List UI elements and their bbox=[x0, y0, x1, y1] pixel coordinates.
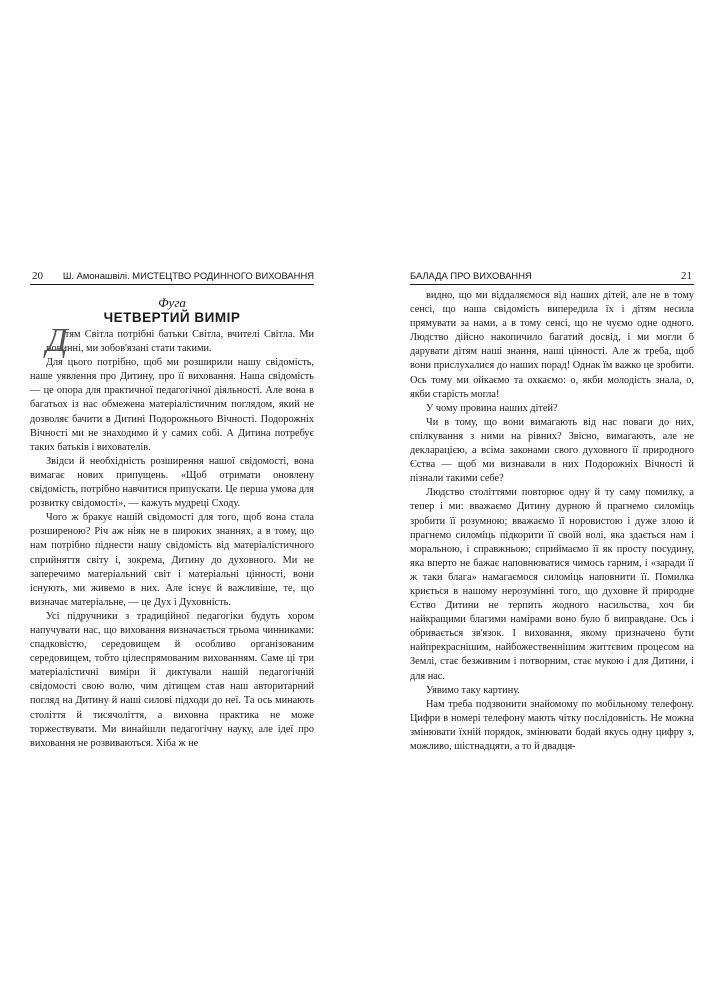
left-paragraph-1: Для цього потрібно, щоб ми розширили нашу свідомість, наше уявлення про Дитину, про її виховання. Наша свідомість — це опора для практичної педагогічної діяльності. Але вона в багатьох із нас обмежена матеріалістичним поглядом, який не дозволяє бачити в Дитині Подорожнього Вічності. Подорожніх Вічності ми не знаходимо й у самих собі. А Дитина потребує таких батьків і вихователів. bbox=[30, 357, 314, 453]
running-head-left bbox=[30, 268, 314, 285]
right-paragraph-6: Нам треба подзвонити знайомому по мобільному телефону. Цифри в номері телефону мають чітку послідовність. Не можна змінювати їхній порядок, змінювати бодай якусь одну цифру з, можливо, шістнадцяти, а то й двадця- bbox=[410, 698, 694, 752]
left-paragraph-4: Усі підручники з традиційної педагогіки будуть хором напучувати нас, що виховання визначається трьома чинниками: спадковістю, середовищем й особливо організованим середовищем, тобто цілеспрямованим вихованням. Саме ці три матеріалістичні виміри й диктували нашій педагогічній свідомості свою волю, чим дітищем став наш авторитарний погляд на Дитину й наші силові підходи до неї. Та ось минають століття й тисячоліття, а виховна практика не може торжествувати. Ми винайшли педагогічну науку, але ідеї про виховання не розвиваються. Хіба ж не bbox=[30, 610, 314, 749]
drop-cap: Д bbox=[46, 322, 68, 359]
right-page-body bbox=[410, 289, 694, 754]
page-number-right: 21 bbox=[681, 270, 692, 282]
left-page bbox=[30, 268, 314, 751]
right-paragraph-5: Уявимо таку картину. bbox=[426, 684, 520, 696]
left-page-body bbox=[30, 322, 314, 751]
left-paragraph-3: Чого ж бракує нашій свідомості для того, щоб вона стала розширеною? Річ аж ніяк не в широких знаннях, а в тому, що нам потрібно піднести нашу свідомість від матеріалістичного сприйняття світу і, зокрема, Дитину до духовного. Ми не заперечимо матеріальний світ і матеріальні цінності, вони існують, ми живемо в них. Але існує й важливіше, те, що визначає матеріальне, — це Дух і Духовність. bbox=[30, 512, 314, 608]
running-head-left-text: Ш. Амонашвілі. МИСТЕЦТВО РОДИННОГО ВИХОВАННЯ bbox=[62, 270, 314, 281]
right-page bbox=[410, 268, 694, 754]
right-paragraph-2: У чому провина наших дітей? bbox=[426, 402, 558, 414]
section-title: ЧЕТВЕРТИЙ ВИМІР bbox=[103, 310, 241, 325]
left-paragraph-2: Звідси й необхідність розширення нашої свідомості, вона вимагає нових припущень. «Щоб отримати оновлену свідомість, потрібно навчитися припускати. Це перша умова для розвитку свідомості», — кажуть мудреці Сходу. bbox=[30, 455, 314, 510]
section-kicker: Фуга bbox=[158, 295, 186, 310]
running-head-right-text: БАЛАДА ПРО ВИХОВАННЯ bbox=[410, 270, 532, 281]
running-head-right bbox=[410, 268, 694, 285]
right-paragraph-1: видно, що ми віддаляємося від наших дітей, але не в тому сенсі, що наша свідомість випередила їх і дітям несила прямувати за нами, а в тому сенсі, що не чуємо одне одного. Людство дійсно накопичило багатий досвід, і ми могли б дарувати дітям наші знання, наші цінності. Але ж треба, щоб вони прислухалися до наших порад! Однак їм важко це зробити. Ось тому ми ойкаємо та охкаємо: о, якби молодість знала, о, якби старість могла! bbox=[410, 290, 694, 400]
dropcap-paragraph-text: ітям Світла потрібні батьки Світла, вчителі Світла. Ми повинні, ми зобов'язані стати такими. bbox=[46, 329, 314, 355]
right-paragraph-4: Людство століттями повторює одну й ту саму помилку, а тепер і ми: вважаємо Дитину дурною й прагнемо силоміць зробити її розумною; вважаємо її норовистою і дуже злою й прагнемо силоміць підкорити її своїй волі, яка здається нам і моральною, і справжньою; сприймаємо її як просту посудину, яка вперто не бажає наповнюватися чимось гарним, і «заради її ж таки блага» намагаємося силоміць наповнити її. Помилка криється в нашому нерозумінні того, що духовне й природне Єство Дитини не терпить жодного насильства, хоч би найкращими благими намірами воно було б виправдане. Ось і обривається зв'язок. І виховання, якому призначено бути найпрекраснішим, найбожественнішим життєвим процесом на Землі, стає безживним і потворним, стає мукою і для Дитини, і для нас. bbox=[410, 487, 694, 682]
right-paragraph-3: Чи в тому, що вони вимагають від нас поваги до них, спілкування з ними на рівних? Звісно, вимагають, але не декларацією, а всіма законами свого духовного її природного Єства — щоб ми визнавали в них Подорожніх Вічності й пізнали такими себе? bbox=[410, 416, 694, 485]
dropcap-paragraph bbox=[30, 322, 314, 359]
page-number-left: 20 bbox=[32, 270, 43, 282]
